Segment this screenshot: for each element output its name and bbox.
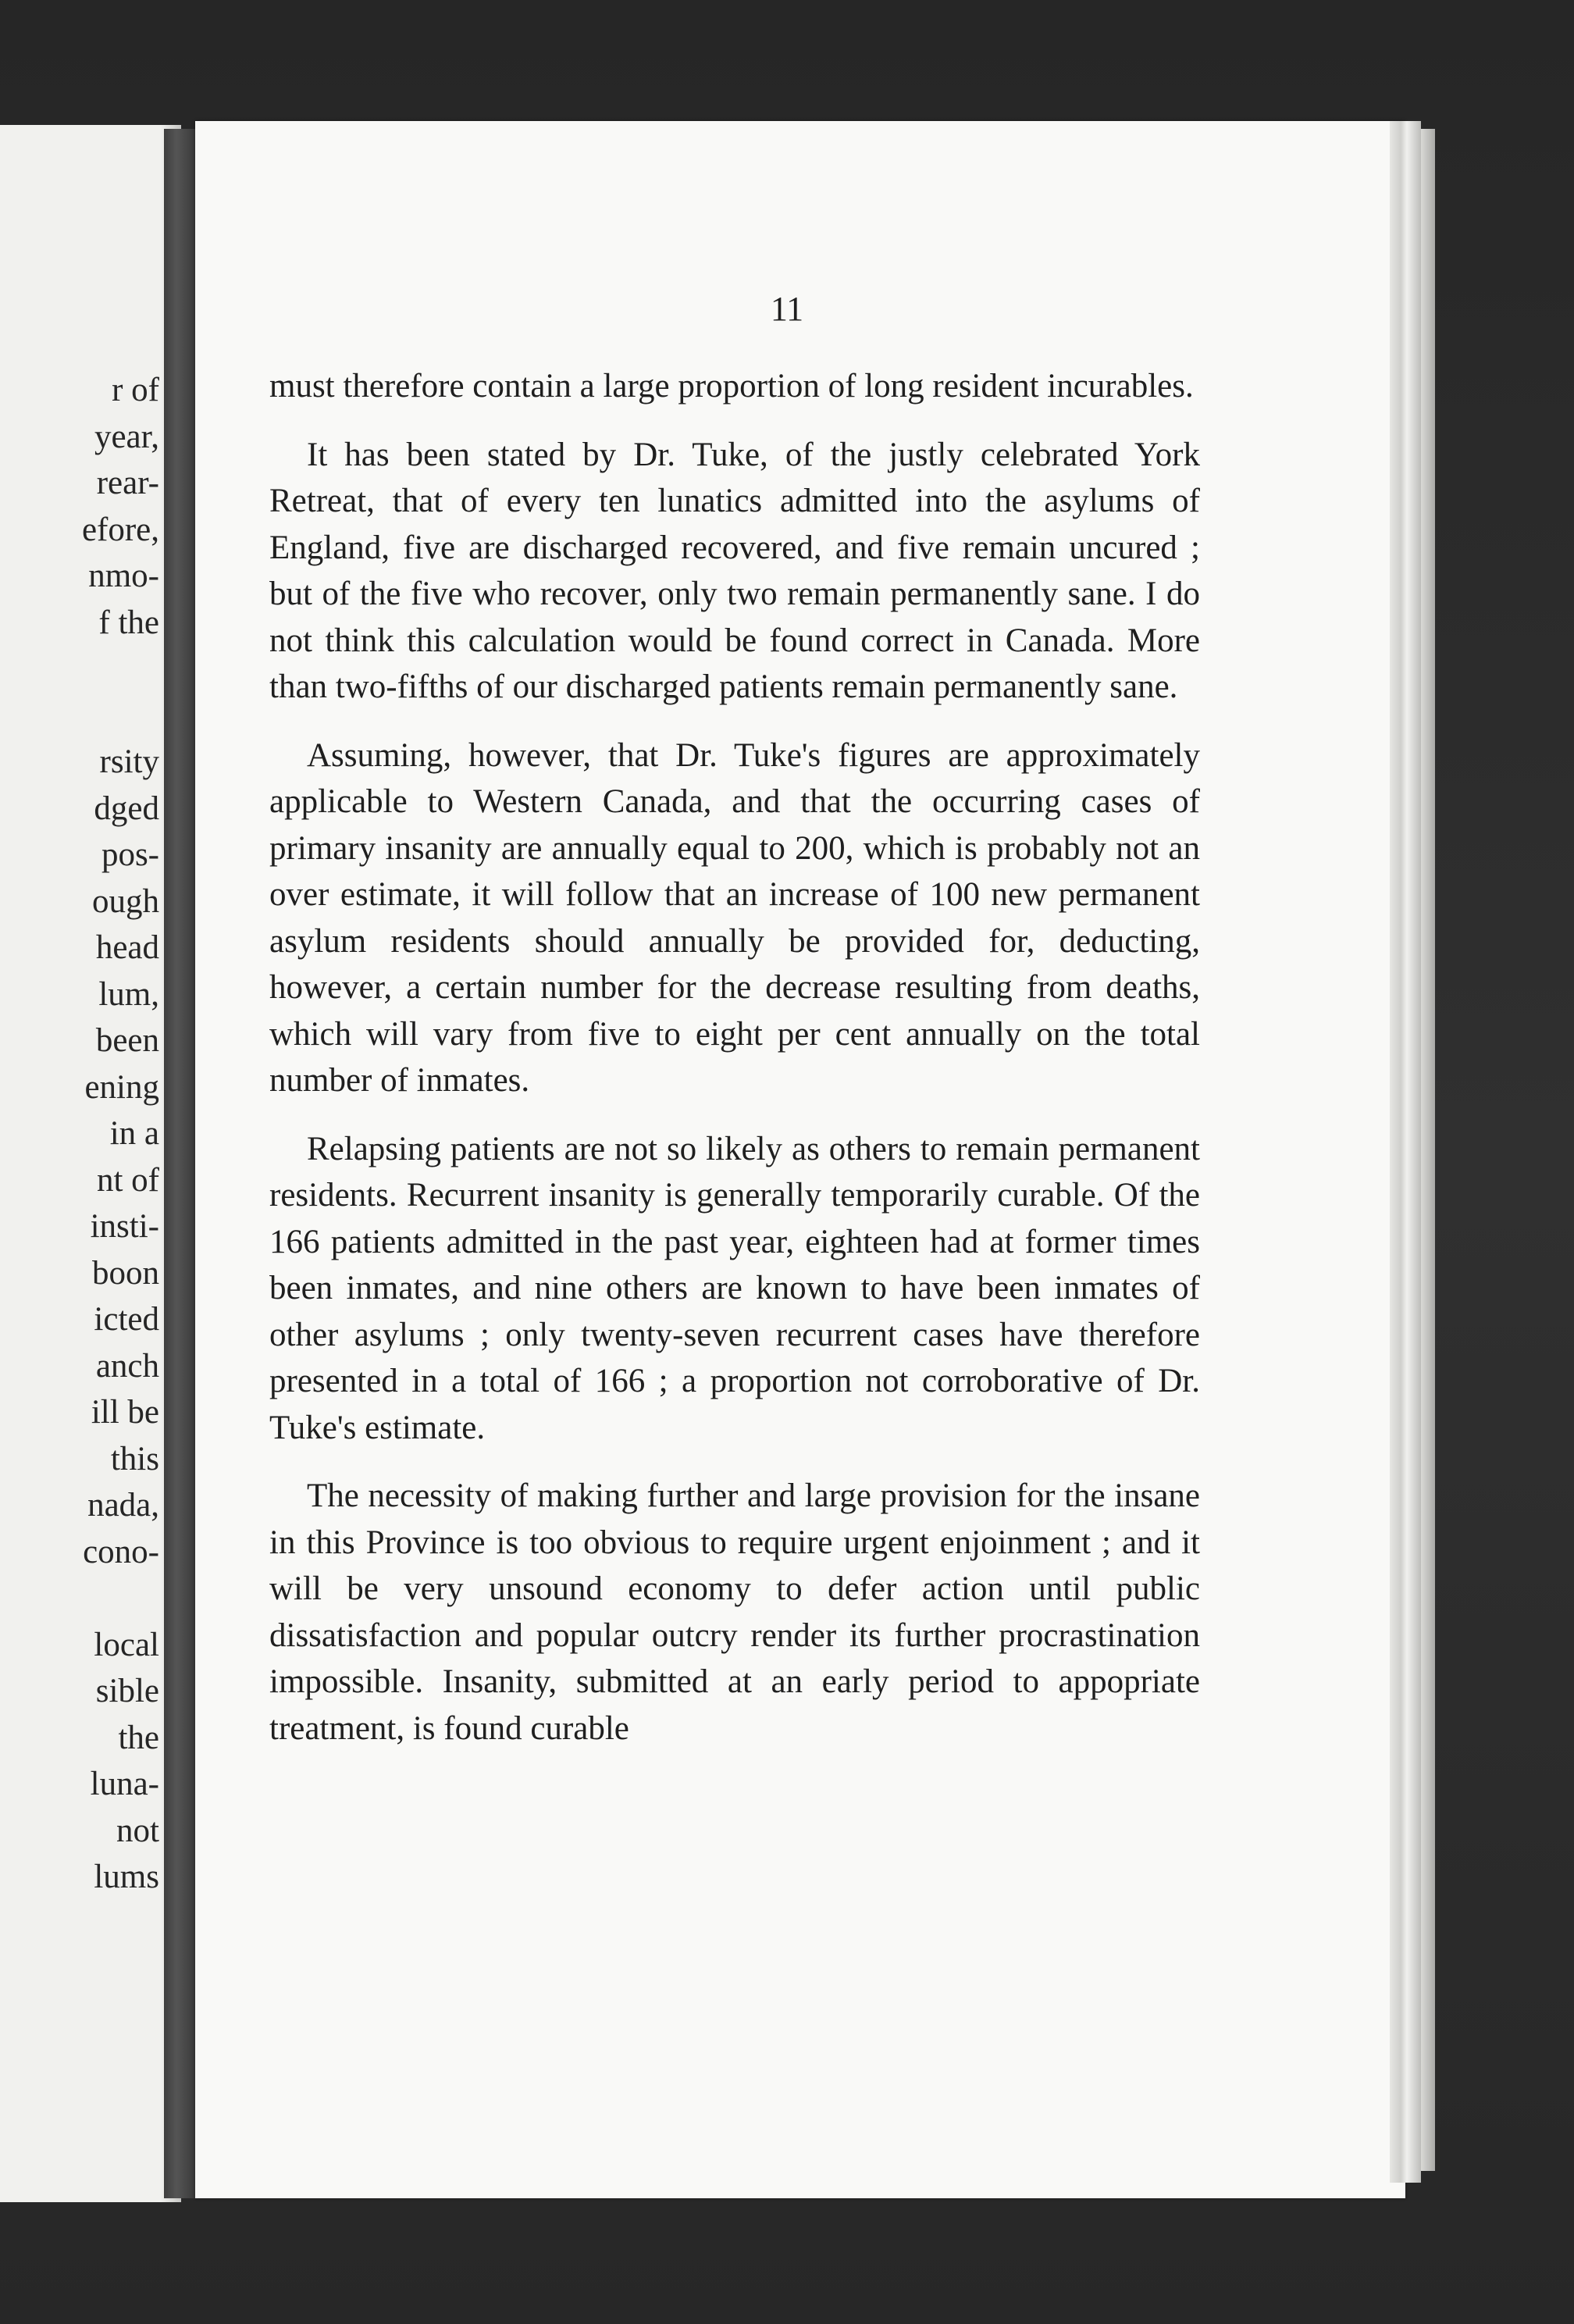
body-text: [269, 363, 1200, 1752]
paragraph-assumption: Assuming, however, that Dr. Tuke's figures are approximately applicable to Western Canada, and that the occurring cases of primary insanity are annually equal to 200, which is probably not an over estimate, it will follow that an increase of 100 new permanent asylum residents should annually be provided for, deducting, however, a certain number for the decrease resulting from deaths, which will vary from five to eight per cent annually on the total number of inmates.: [269, 736, 1200, 1099]
left-page-line-fragment: ening: [84, 1068, 159, 1106]
left-page-line-fragment: icted: [94, 1301, 159, 1338]
left-page-line-fragment: boon: [92, 1254, 159, 1292]
left-page-line-fragment: rear-: [96, 465, 159, 501]
left-page-line-fragment: lum,: [98, 975, 159, 1013]
page-edge-stack: [1421, 129, 1435, 2171]
left-page-line-fragment: r of: [112, 372, 159, 408]
left-page-line-fragment: the: [118, 1719, 159, 1756]
left-page-line-fragment: cono-: [83, 1533, 159, 1570]
left-page-line-fragment: pos-: [101, 836, 159, 873]
left-page-line-fragment: nada,: [87, 1487, 159, 1524]
left-page-line-fragment: f the: [98, 604, 159, 641]
paragraph-tuke-statement: It has been stated by Dr. Tuke, of the justly celebrated York Retreat, that of every ten lunatics admitted into the asylums of England, five are discharged recovered, and five remain uncured ; but of the five who recover, only two remain permanently sane. I do not think this calculation would be found correct in Canada. More than two-fifths of our discharged patients remain permanently sane.: [269, 436, 1200, 705]
left-page-line-fragment: insti-: [90, 1208, 159, 1245]
left-page-line-fragment: in a: [109, 1115, 159, 1152]
left-page-line-fragment: nmo-: [88, 558, 159, 594]
left-page-line-fragment: year,: [94, 418, 159, 455]
left-page-line-fragment: efore,: [81, 511, 159, 548]
left-page-line-fragment: dged: [94, 790, 159, 827]
left-page-line-fragment: nt of: [96, 1161, 159, 1199]
previous-page-fragment: [0, 125, 181, 2202]
left-page-line-fragment: this: [110, 1440, 159, 1477]
left-page-line-fragment: rsity: [99, 743, 159, 780]
left-page-line-fragment: lums: [94, 1859, 159, 1895]
left-page-line-fragment: anch: [95, 1347, 159, 1385]
left-page-line-fragment: not: [116, 1812, 159, 1849]
left-page-line-fragment: ough: [92, 882, 159, 920]
paragraph-continuation: must therefore contain a large proportion of long resident incurables.: [269, 368, 1194, 405]
paragraph-necessity: The necessity of making further and large provision for the insane in this Province is too obvious to require urgent enjoinment ; and it will be very unsound economy to defer action until public dissatisfaction and popular outcry render its further procrastination impossible. Insanity, submitted at an early period to appopriate treatment, is found curable: [269, 1477, 1200, 1747]
book-spine: [164, 129, 195, 2198]
page-edge: [1390, 121, 1421, 2183]
left-page-line-fragment: head: [95, 929, 159, 966]
paragraph-relapsing-patients: Relapsing patients are not so likely as others to remain permanent residents. Recurrent insanity is generally temporarily curable. Of the 166 patients admitted in the past year, eighteen had at former times been inmates, and nine others are known to have been inmates of other asylums ; only twenty-seven recurrent cases have therefore presented in a total of 166 ; a proportion not corroborative of Dr. Tuke's estimate.: [269, 1130, 1200, 1446]
page-number: 11: [770, 290, 804, 328]
left-page-line-fragment: ill be: [91, 1394, 159, 1431]
left-page-line-fragment: luna-: [90, 1766, 159, 1802]
left-page-line-fragment: sible: [95, 1673, 159, 1709]
left-page-line-fragment: been: [95, 1022, 159, 1059]
left-page-line-fragment: local: [94, 1626, 159, 1663]
